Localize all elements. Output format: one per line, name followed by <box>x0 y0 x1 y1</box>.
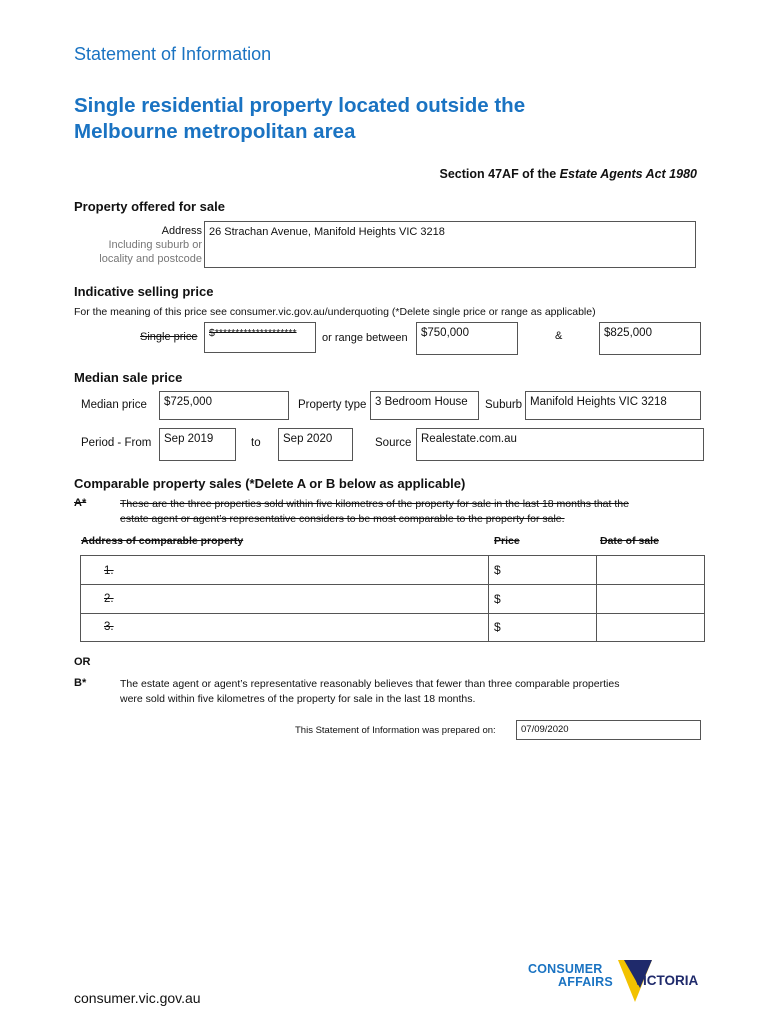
consumer-affairs-victoria-logo <box>528 958 703 1008</box>
prepared-date-field[interactable]: 07/09/2020 <box>516 720 701 740</box>
address-field[interactable]: 26 Strachan Avenue, Manifold Heights VIC 3218 <box>204 221 696 268</box>
table-col-divider-1 <box>488 555 489 642</box>
comparable-row-2-number[interactable]: 2. <box>104 593 114 605</box>
period-to-label: to <box>251 437 261 449</box>
document-title: Statement of Information <box>74 44 272 64</box>
property-type-field[interactable]: 3 Bedroom House <box>370 391 479 420</box>
comparable-row-1-number[interactable]: 1. <box>104 565 114 577</box>
col-date-header: Date of sale <box>600 535 659 547</box>
option-b-marker: B* <box>74 677 87 689</box>
indicative-note: For the meaning of this price see consumer.vic.gov.au/underquoting (*Delete single price or range as applicable) <box>74 306 596 318</box>
table-divider-2 <box>80 613 705 614</box>
single-price-field[interactable]: $******************** <box>204 322 316 353</box>
period-from-label: Period - From <box>81 437 152 449</box>
source-field[interactable]: Realestate.com.au <box>416 428 704 461</box>
option-a-marker: A* <box>74 497 87 509</box>
main-title <box>74 93 525 145</box>
comparable-row-3-price[interactable]: $ <box>494 620 501 634</box>
option-b-text: The estate agent or agent’s representative reasonably believes that fewer than three comparable properties were sold within five kilometres of the property for sale in the last 18 months. <box>120 678 620 705</box>
table-col-divider-2 <box>596 555 597 642</box>
property-type-label: Property type <box>298 399 367 411</box>
act-name: Estate Agents Act 1980 <box>559 167 697 181</box>
suburb-field[interactable]: Manifold Heights VIC 3218 <box>525 391 701 420</box>
indicative-heading: Indicative selling price <box>74 284 214 299</box>
prepared-label: This Statement of Information was prepared on: <box>295 725 496 736</box>
main-title-line-2: Melbourne metropolitan area <box>74 120 356 143</box>
address-label: Address Including suburb or locality and postcode <box>99 225 202 265</box>
suburb-label: Suburb <box>485 399 523 411</box>
logo-text-affairs: AFFAIRS <box>558 975 613 989</box>
table-divider-1 <box>80 584 705 585</box>
comparable-row-1-price[interactable]: $ <box>494 563 501 577</box>
main-title-line-1: Single residential property located outside the <box>74 94 526 117</box>
comparable-table <box>80 555 705 642</box>
period-from-field[interactable]: Sep 2019 <box>159 428 236 461</box>
option-a-text: These are the three properties sold within five kilometres of the property for sale in the last 18 months that the estate agent or agent’s representative considers to be most comparable to the property for sale. <box>120 498 629 525</box>
col-price-header: Price <box>494 535 520 547</box>
median-price-label: Median price <box>81 399 147 411</box>
source-label: Source <box>375 437 412 449</box>
comparable-row-3-number[interactable]: 3. <box>104 621 114 633</box>
comparable-row-2-price[interactable]: $ <box>494 592 501 606</box>
range-low-field[interactable]: $750,000 <box>416 322 518 355</box>
median-heading: Median sale price <box>74 370 183 385</box>
col-address-header: Address of comparable property <box>81 535 244 547</box>
period-to-field[interactable]: Sep 2020 <box>278 428 353 461</box>
logo-text-victoria: VICTORIA <box>634 973 699 988</box>
range-high-field[interactable]: $825,000 <box>599 322 701 355</box>
range-label: or range between <box>322 332 408 344</box>
property-heading: Property offered for sale <box>74 199 225 214</box>
range-ampersand: & <box>555 330 563 342</box>
footer-url[interactable]: consumer.vic.gov.au <box>74 990 201 1006</box>
logo-text-consumer: CONSUMER <box>528 962 603 976</box>
single-price-label: Single price <box>140 331 198 343</box>
comparable-heading: Comparable property sales (*Delete A or B below as applicable) <box>74 476 466 491</box>
or-separator: OR <box>74 656 91 668</box>
section-reference: Section 47AF of the Estate Agents Act 1980 <box>439 167 697 181</box>
median-price-field[interactable]: $725,000 <box>159 391 289 420</box>
